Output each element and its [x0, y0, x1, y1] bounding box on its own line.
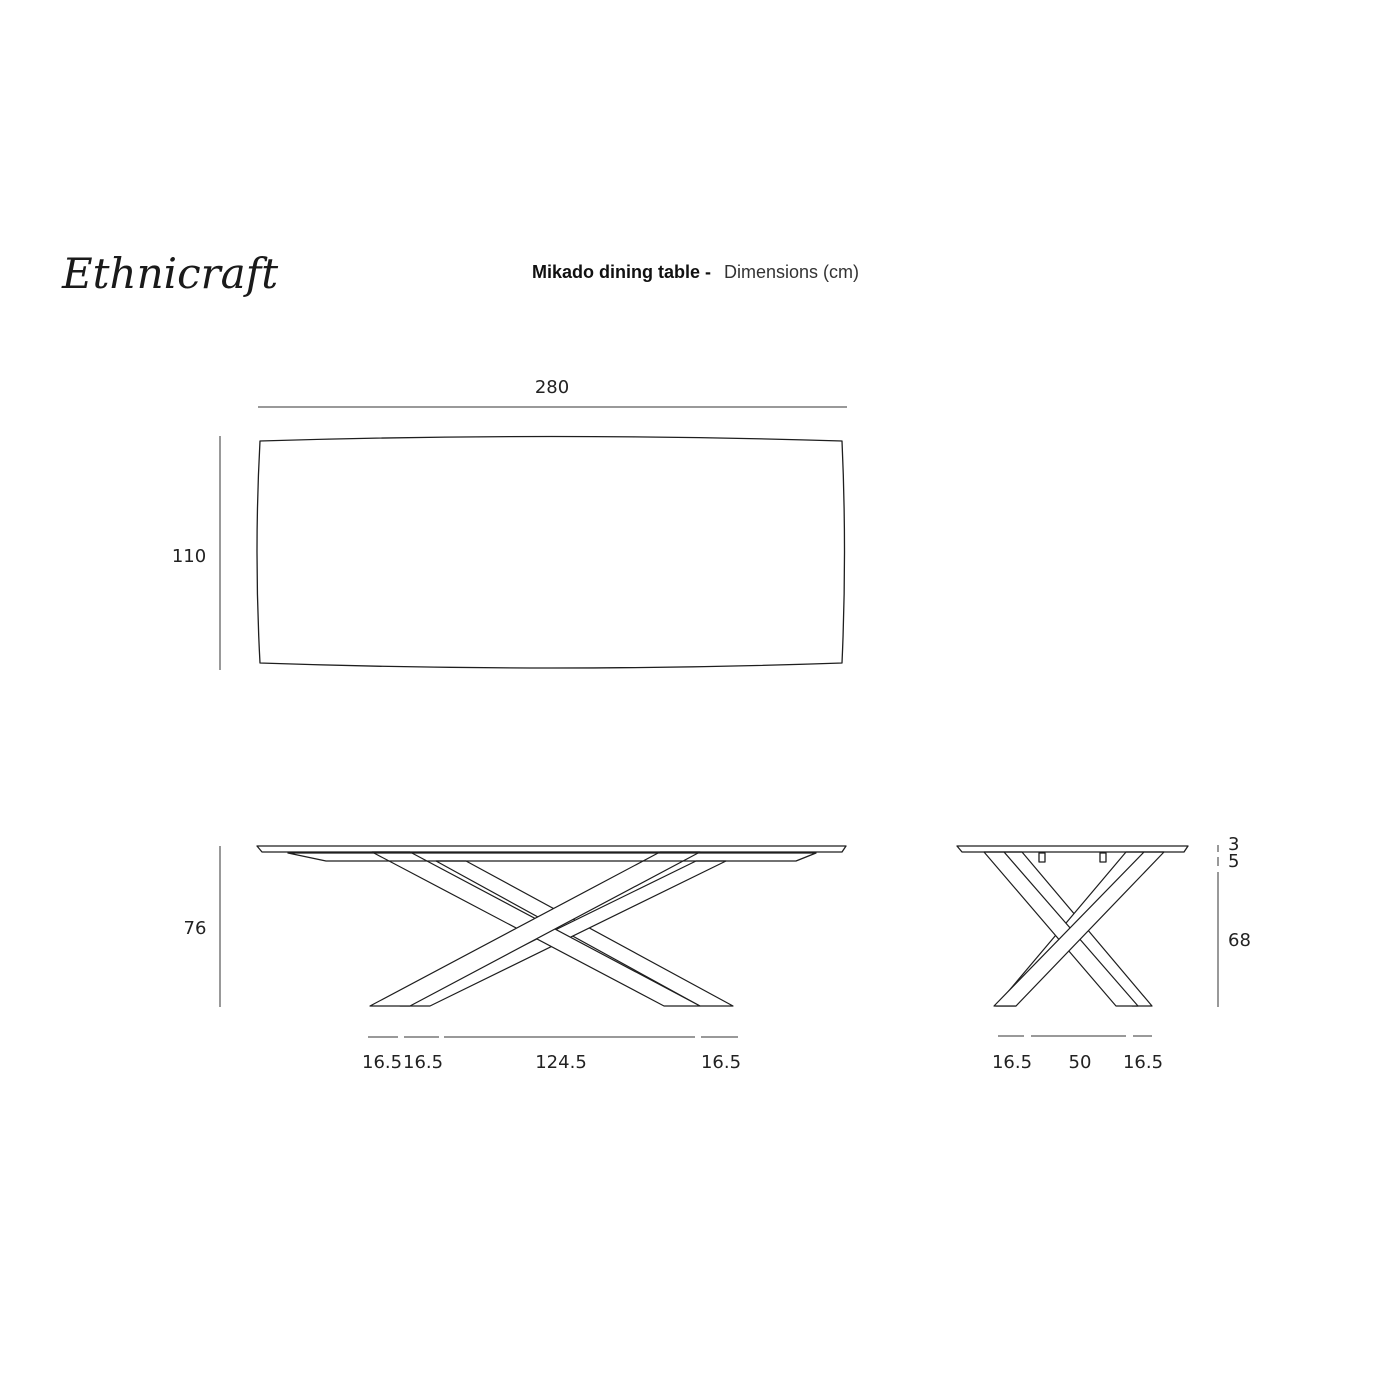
tabletop-outline — [257, 437, 845, 669]
product-title: Mikado dining table - — [532, 262, 711, 282]
side-bracket-right — [1100, 853, 1106, 862]
width-label: 110 — [171, 546, 207, 567]
front-base-label-3: 124.5 — [535, 1052, 587, 1073]
front-leg-back-a — [436, 861, 733, 1006]
front-base-label-1: 16.5 — [362, 1052, 403, 1073]
dimensions-subtitle: Dimensions (cm) — [724, 262, 860, 282]
front-base-label-2: 16.5 — [403, 1052, 444, 1073]
front-apron — [288, 853, 816, 861]
brand-logo: Ethnicraft — [62, 249, 279, 298]
front-base-label-4: 16.5 — [700, 1052, 742, 1073]
side-apron-label: 5 — [1228, 851, 1240, 872]
front-tabletop — [257, 846, 846, 852]
side-tabletop — [957, 846, 1188, 852]
front-view — [184, 846, 846, 1073]
side-leg-height-label: 68 — [1228, 930, 1251, 951]
top-view — [172, 377, 847, 670]
side-view — [957, 834, 1251, 1073]
side-base-label-3: 16.5 — [1122, 1052, 1164, 1073]
side-top-thickness-label: 3 — [1228, 834, 1240, 855]
height-label: 76 — [183, 918, 207, 939]
length-label: 280 — [534, 377, 570, 398]
side-bracket-left — [1039, 853, 1045, 862]
side-base-label-1: 16.5 — [991, 1052, 1033, 1073]
side-base-label-2: 50 — [1068, 1052, 1092, 1073]
